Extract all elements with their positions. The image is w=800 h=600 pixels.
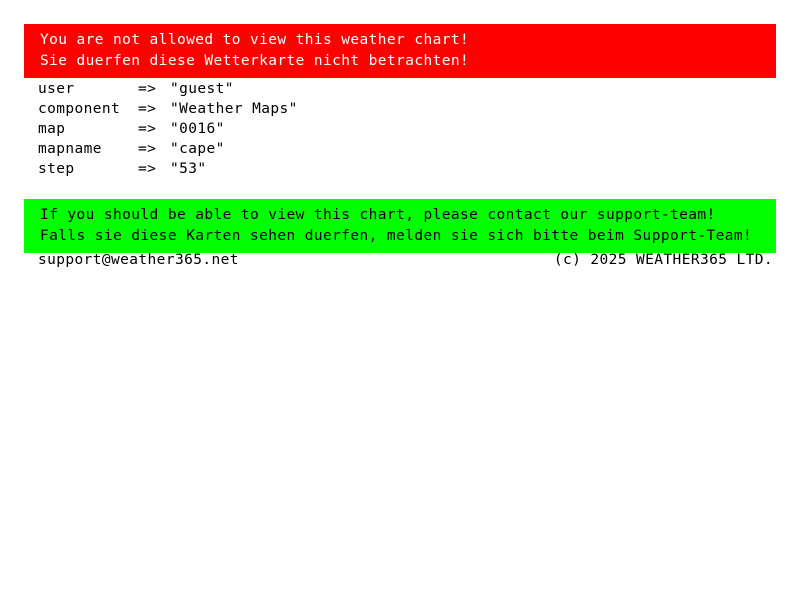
footer [0, 250, 800, 270]
support-message-en: If you should be able to view this chart, please contact our support-team! [40, 207, 716, 223]
param-arrow-user: => [138, 81, 157, 97]
support-banner [24, 199, 776, 253]
table-row [38, 99, 298, 119]
copyright-text: (c) 2025 WEATHER365 LTD. [553, 252, 773, 268]
param-key-mapname: mapname [38, 141, 102, 157]
param-arrow-mapname: => [138, 141, 157, 157]
param-arrow-step: => [138, 161, 157, 177]
error-message-en: You are not allowed to view this weather chart! [40, 32, 470, 48]
param-key-map: map [38, 121, 66, 137]
request-parameters [38, 79, 298, 179]
table-row [38, 139, 298, 159]
param-value-mapname: "cape" [170, 141, 225, 157]
param-arrow-map: => [138, 121, 157, 137]
table-row [38, 159, 298, 179]
error-message-de: Sie duerfen diese Wetterkarte nicht betrachten! [40, 53, 470, 69]
error-banner [24, 24, 776, 78]
table-row [38, 79, 298, 99]
param-key-user: user [38, 81, 75, 97]
parameters-table [38, 79, 298, 179]
param-value-user: "guest" [170, 81, 234, 97]
table-row [38, 119, 298, 139]
support-message-de: Falls sie diese Karten sehen duerfen, melden sie sich bitte beim Support-Team! [40, 228, 753, 244]
support-email-link[interactable]: support@weather365.net [38, 252, 239, 268]
param-key-step: step [38, 161, 75, 177]
param-value-map: "0016" [170, 121, 225, 137]
param-key-component: component [38, 101, 121, 117]
param-arrow-component: => [138, 101, 157, 117]
param-value-step: "53" [170, 161, 207, 177]
param-value-component: "Weather Maps" [170, 101, 298, 117]
